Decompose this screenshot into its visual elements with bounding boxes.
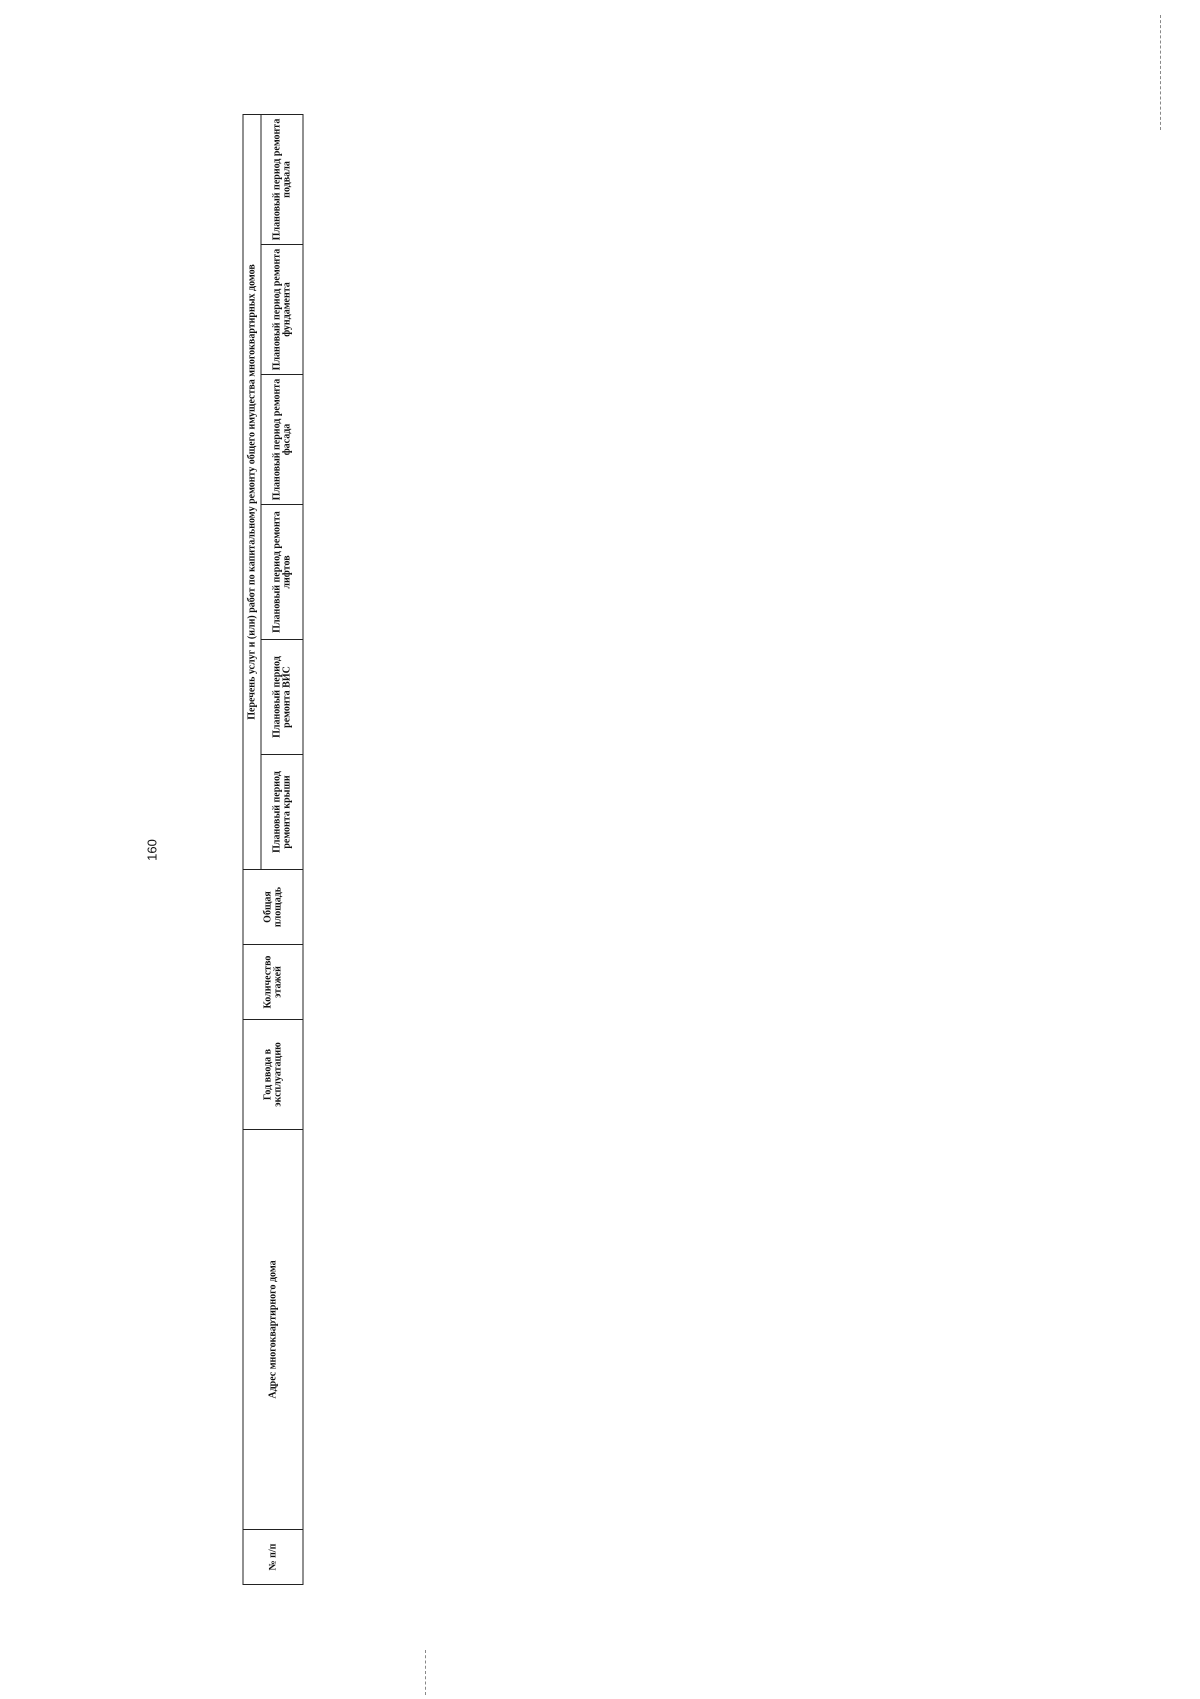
col-header-foundation: Плановый период ремонта фундамента [261, 245, 303, 375]
group-header: Перечень услуг и (или) работ по капитальному ремонту общего имущества многоквартирных домов [243, 114, 261, 869]
col-header-number: № п/п [243, 1530, 303, 1585]
rotated-table-container [243, 115, 1158, 1585]
page-number: 160 [144, 839, 160, 861]
repair-schedule-table [243, 114, 1158, 1585]
col-header-floors: Количество этажей [243, 945, 303, 1020]
col-header-year: Год ввода в эксплуатацию [243, 1020, 303, 1130]
col-header-basement: Плановый период ремонта подвала [261, 114, 303, 244]
scan-artifact-line [1160, 15, 1161, 130]
col-header-vis: Плановый период ремонта ВИС [261, 640, 303, 755]
col-header-area: Общая площадь [243, 870, 303, 945]
col-header-lifts: Плановый период ремонта лифтов [261, 505, 303, 640]
col-header-address: Адрес многоквартирного дома [243, 1130, 303, 1530]
col-header-facade: Плановый период ремонта фасада [261, 375, 303, 505]
table-body [303, 114, 1157, 1584]
col-header-roof: Плановый период ремонта крыши [261, 755, 303, 870]
scan-artifact-line [425, 1650, 426, 1695]
